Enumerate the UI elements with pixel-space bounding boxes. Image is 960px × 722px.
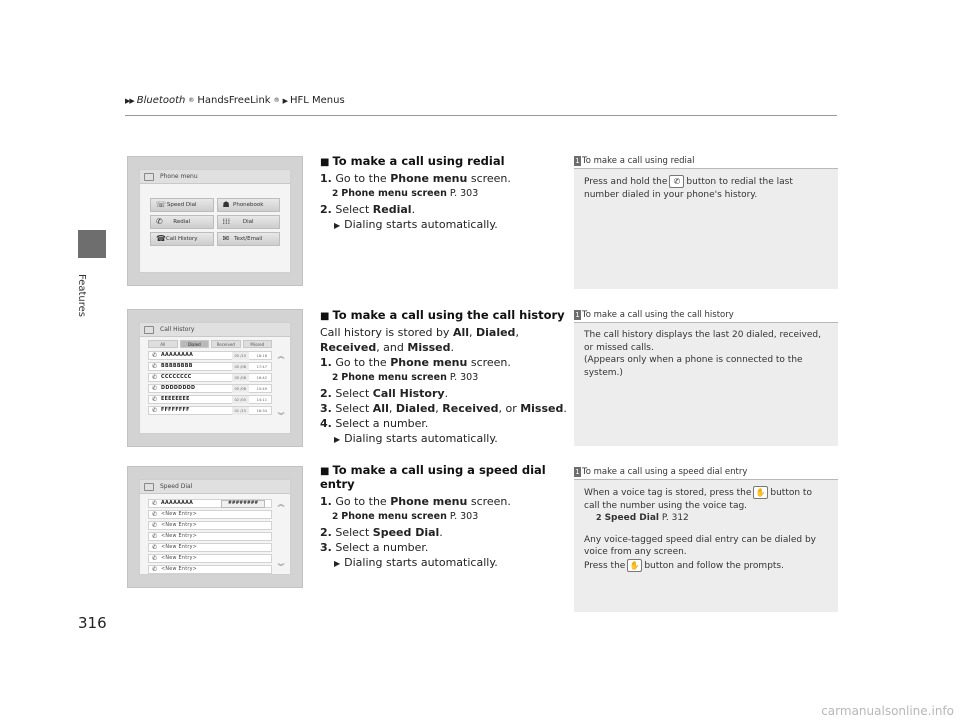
result-arrow-icon: ▶ [334,559,341,568]
section-heading: ■ To make a call using redial [320,154,505,168]
scroll-up-icon[interactable]: ︽ [277,352,285,360]
tab-dialed[interactable]: Dialed [180,340,210,348]
phonebook-button[interactable]: ☗ Phonebook [217,198,281,212]
list-item[interactable]: ✆ <New Entry> [148,521,272,530]
step-result: ▶ Dialing starts automatically. [334,556,498,569]
list-item[interactable]: ✆ EEEEEEEE 02 /05 14:11 [148,395,272,404]
step-result: ▶ Dialing starts automatically. [334,218,498,231]
registered-mark: ® [273,97,280,104]
phone-icon: ✆ [152,543,158,551]
phone-icon: ✆ [152,406,158,414]
tab-all[interactable]: All [148,340,178,348]
section-call-history [320,308,570,447]
reference-arrow-icon: 2 [332,189,339,199]
tab-received[interactable]: Received [211,340,241,348]
list-item[interactable]: ✆ CCCCCCCC 05 /08 16:42 [148,373,272,382]
step-result: ▶ Dialing starts automatically. [334,432,498,445]
phonebook-icon: ☗ [222,200,230,209]
phone-icon [144,173,154,181]
phone-icon: ✆ [152,554,158,562]
step: 2. Select Call History. [320,387,449,400]
speed-dial-button[interactable]: ☏ Speed Dial [150,198,214,212]
phone-icon: ✆ [152,499,158,507]
step: 1. Go to the Phone menu screen. [320,172,511,185]
cross-reference[interactable]: 2 Speed Dial P. 312 [596,513,689,523]
list-item[interactable]: ✆ FFFFFFFF 01 /15 16:34 [148,406,272,415]
voice-tag: ######## [221,500,265,508]
screen-title-bar: Speed Dial [140,480,290,494]
talk-button-icon: ✋ [627,559,642,572]
note-body: Press and hold the ✆ button to redial the last number dialed in your phone's history. [584,177,793,200]
screen-title-bar: Phone menu [140,170,290,184]
call-history-screen [139,322,291,434]
breadcrumb-hfl-menus[interactable]: HFL Menus [289,95,345,106]
chapter-label: Features [76,274,87,317]
section-speed-dial [320,463,570,571]
list-item[interactable]: ✆ AAAAAAAA ######## [148,499,272,508]
breadcrumb [125,95,345,106]
call-history-screenshot [127,309,303,447]
phone-icon: ✆ [152,521,158,529]
list-item[interactable]: ✆ <New Entry> [148,554,272,563]
phone-menu-screenshot [127,156,303,286]
redial-icon: ✆ [156,217,163,226]
cross-reference[interactable]: 2 Phone menu screen P. 303 [332,188,479,199]
section-heading: ■ To make a call using the call history [320,308,565,322]
phone-icon: ✆ [152,384,158,392]
phone-icon: ✆ [152,373,158,381]
watermark: carmanualsonline.info [821,704,954,718]
breadcrumb-handsfreelink[interactable]: HandsFreeLink [197,95,271,106]
note-heading: 1 To make a call using redial [574,155,838,169]
message-icon: ✉ [222,234,230,243]
phone-icon: ✆ [152,565,158,573]
call-history-tabs [148,340,272,348]
breadcrumb-arrow-icon: ▶▶ [125,96,134,105]
section-redial [320,154,570,233]
list-item[interactable]: ✆ <New Entry> [148,565,272,574]
chapter-tab [78,230,106,258]
step: 4. Select a number. [320,417,429,430]
list-item[interactable]: ✆ <New Entry> [148,543,272,552]
cross-reference[interactable]: 2 Phone menu screen P. 303 [332,372,479,383]
call-history-icon: ☎ [156,234,166,243]
tab-missed[interactable]: Missed [243,340,273,348]
speed-dial-list [148,499,272,576]
reference-arrow-icon: 2 [332,512,339,522]
redial-button[interactable]: ✆ Redial [150,215,214,229]
list-item[interactable]: ✆ <New Entry> [148,510,272,519]
reference-arrow-icon: 2 [332,373,339,383]
phone-icon: ✆ [152,351,158,359]
list-item[interactable]: ✆ <New Entry> [148,532,272,541]
intro-paragraph: Call history is stored by All, Dialed, Received, and Missed. [320,326,519,354]
list-item[interactable]: ✆ AAAAAAAA 05 /15 18:18 [148,351,272,360]
scroll-down-icon[interactable]: ︾ [277,563,285,571]
breadcrumb-bluetooth[interactable]: Bluetooth [136,95,186,106]
step: 2. Select Redial. [320,203,416,216]
phone-icon: ✆ [152,532,158,540]
breadcrumb-arrow-icon: ▶ [282,96,287,105]
note-call-history [574,309,838,446]
phone-menu-screen [139,169,291,273]
phone-icon [144,326,154,334]
result-arrow-icon: ▶ [334,435,341,444]
section-heading: ■ To make a call using a speed dial entry [320,463,546,491]
note-body: When a voice tag is stored, press the ✋ button to call the number using the voice tag. 2 Speed Dial P. 312 Any voice-tagged speed dial entry can be dialed by voice from any screen. Press the ✋ button and follow the prompts. [574,480,838,580]
speed-dial-icon: ☏ [156,200,167,209]
scroll-up-icon[interactable]: ︽ [277,500,285,508]
screen-title-bar: Call History [140,323,290,337]
speed-dial-screen [139,479,291,575]
text-email-button[interactable]: ✉ Text/Email [217,232,281,246]
step: 3. Select All, Dialed, Received, or Missed. [320,402,567,415]
note-heading: 1 To make a call using a speed dial entry [574,466,838,480]
header-divider [125,115,837,116]
scroll-down-icon[interactable]: ︾ [277,412,285,420]
call-history-list [148,351,272,417]
list-item[interactable]: ✆ BBBBBBBB 05 /08 17:47 [148,362,272,371]
step: 1. Go to the Phone menu screen. [320,495,511,508]
call-history-button[interactable]: ☎ Call History [150,232,214,246]
list-item[interactable]: ✆ DDDDDDDD 05 /08 10:49 [148,384,272,393]
step: 1. Go to the Phone menu screen. [320,356,511,369]
registered-mark: ® [188,97,195,104]
note-body: The call history displays the last 20 dialed, received, or missed calls. (Appears only when a phone is connected to the system.) [584,330,821,378]
page-number: 316 [78,614,107,632]
note-redial [574,155,838,289]
step: 2. Select Speed Dial. [320,526,443,539]
phone-menu-grid [150,198,280,246]
step: 3. Select a number. [320,541,429,554]
speed-dial-screenshot [127,466,303,588]
pick-up-phone-icon: ✆ [669,175,684,188]
phone-icon: ✆ [152,362,158,370]
phone-icon [144,483,154,491]
phone-icon: ✆ [152,395,158,403]
talk-button-icon: ✋ [753,486,768,499]
note-heading: 1 To make a call using the call history [574,309,838,323]
dial-button[interactable]: ⁞⁞⁞ Dial [217,215,281,229]
keypad-icon: ⁞⁞⁞ [222,217,231,226]
result-arrow-icon: ▶ [334,221,341,230]
phone-icon: ✆ [152,510,158,518]
note-speed-dial [574,466,838,612]
cross-reference[interactable]: 2 Phone menu screen P. 303 [332,511,479,522]
